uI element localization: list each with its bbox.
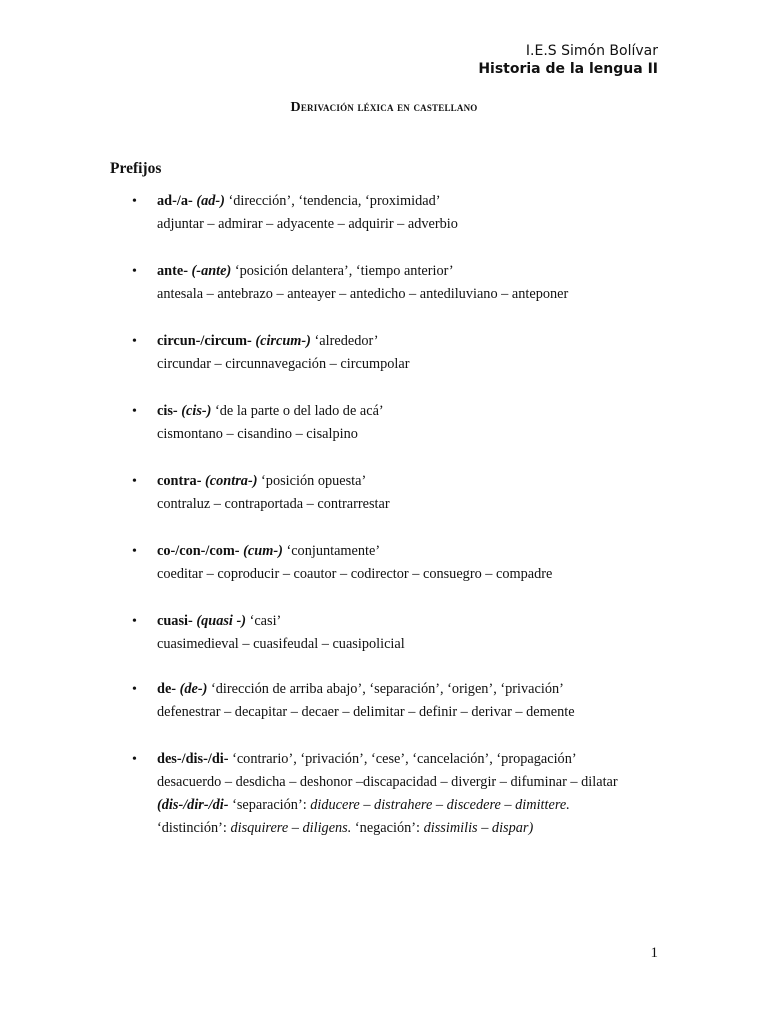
bullet-icon: •: [132, 404, 137, 419]
prefix: cis-: [157, 403, 178, 419]
prefix: de-: [157, 681, 177, 697]
item-body: [157, 610, 657, 656]
item-body: [157, 260, 657, 306]
examples: coeditar – coproducir – coautor – codirector – consuegro – compadre: [157, 566, 553, 582]
item-body: [157, 470, 657, 516]
section-heading: Prefijos: [110, 160, 162, 177]
note-label: ‘separación’:: [232, 797, 307, 813]
meaning: ‘contrario’, ‘privación’, ‘cese’, ‘cancelación’, ‘propagación’: [232, 751, 577, 767]
prefix: cuasi-: [157, 613, 193, 629]
latin-root: (dis-/dir-/di-: [157, 797, 229, 813]
meaning: ‘posición delantera’, ‘tiempo anterior’: [234, 263, 454, 279]
latin-root: (-ante): [191, 263, 232, 279]
examples: circundar – circunnavegación – circumpolar: [157, 356, 410, 372]
meaning: ‘casi’: [249, 613, 282, 629]
note-examples: dissimilis – dispar): [423, 820, 534, 836]
bullet-icon: •: [132, 614, 137, 629]
note-examples: diducere – distrahere – discedere – dimittere.: [310, 797, 570, 813]
latin-root: (quasi -): [196, 613, 246, 629]
page-header: [478, 42, 658, 78]
course-name: Historia de la lengua II: [478, 61, 658, 77]
prefix: ante-: [157, 263, 188, 279]
note-label: ‘distinción’:: [157, 820, 227, 836]
bullet-icon: •: [132, 264, 137, 279]
prefix: contra-: [157, 473, 202, 489]
bullet-icon: •: [132, 194, 137, 209]
item-body: [157, 540, 657, 586]
meaning: ‘posición opuesta’: [261, 473, 367, 489]
latin-root: (de-): [179, 681, 208, 697]
latin-note-continued: [157, 817, 657, 840]
note-examples: disquirere – diligens.: [230, 820, 352, 836]
meaning: ‘de la parte o del lado de acá’: [214, 403, 384, 419]
examples: defenestrar – decapitar – decaer – delimitar – definir – derivar – demente: [157, 704, 575, 720]
latin-root: (cum-): [243, 543, 283, 559]
examples: desacuerdo – desdicha – deshonor –discapacidad – divergir – difuminar – dilatar: [157, 774, 618, 790]
latin-root: (ad-): [196, 193, 225, 209]
examples: contraluz – contraportada – contrarrestar: [157, 496, 390, 512]
item-body: [157, 748, 657, 840]
prefix: des-/dis-/di-: [157, 751, 229, 767]
page-number: 1: [650, 945, 658, 961]
prefix: circun-/circum-: [157, 333, 252, 349]
latin-root: (cis-): [181, 403, 212, 419]
title-rest: erivación léxica en castellano: [300, 99, 478, 114]
prefix: ad-/a-: [157, 193, 193, 209]
latin-root: (circum-): [255, 333, 311, 349]
note-label: ‘negación’:: [354, 820, 421, 836]
bullet-icon: •: [132, 334, 137, 349]
bullet-icon: •: [132, 544, 137, 559]
item-body: [157, 400, 657, 446]
item-body: [157, 330, 657, 376]
meaning: ‘dirección de arriba abajo’, ‘separación’, ‘origen’, ‘privación’: [211, 681, 564, 697]
examples: cuasimedieval – cuasifeudal – cuasipolicial: [157, 636, 405, 652]
school-name: I.E.S Simón Bolívar: [525, 43, 658, 59]
item-body: [157, 190, 657, 236]
examples: antesala – antebrazo – anteayer – antedicho – antediluviano – anteponer: [157, 286, 569, 302]
latin-root: (contra-): [205, 473, 258, 489]
prefix: co-/con-/com-: [157, 543, 240, 559]
meaning: ‘conjuntamente’: [286, 543, 381, 559]
document-title: [0, 99, 768, 116]
title-initial: D: [290, 100, 301, 115]
examples: adjuntar – admirar – adyacente – adquirir – adverbio: [157, 216, 458, 232]
item-body: [157, 678, 657, 724]
latin-note: [157, 794, 657, 817]
meaning: ‘dirección’, ‘tendencia, ‘proximidad’: [228, 193, 441, 209]
bullet-icon: •: [132, 752, 137, 767]
bullet-icon: •: [132, 682, 137, 697]
bullet-icon: •: [132, 474, 137, 489]
examples: cismontano – cisandino – cisalpino: [157, 426, 358, 442]
meaning: ‘alrededor’: [314, 333, 379, 349]
